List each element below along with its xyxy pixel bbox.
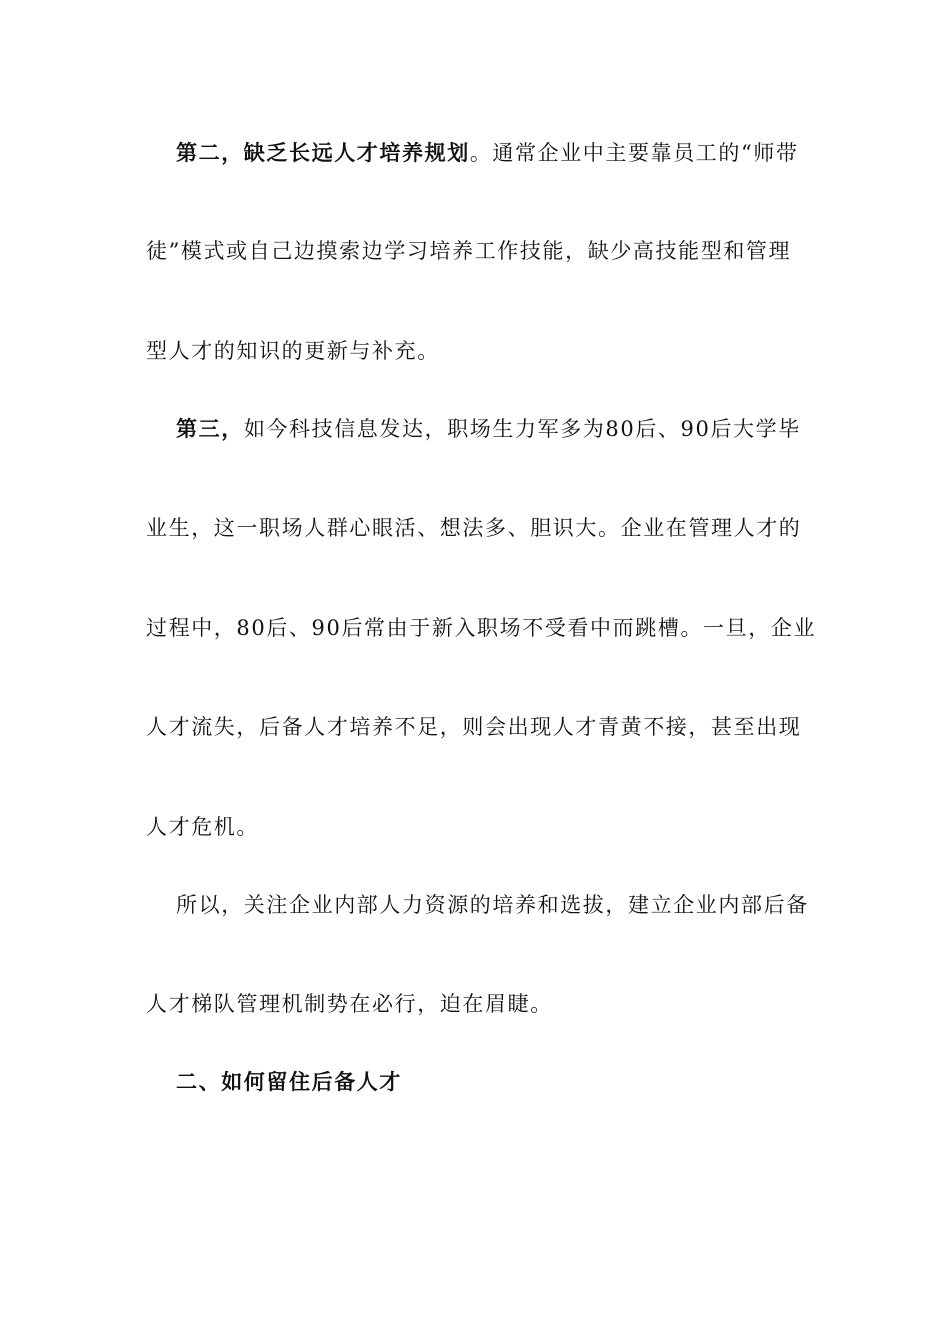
paragraph-2-line-2: 徒”模式或自己边摸索边学习培养工作技能，缺少高技能型和管理 <box>146 239 792 263</box>
paragraph-3-lead: 第三， <box>176 417 244 441</box>
paragraph-3-line-4: 人才流失，后备人才培养不足，则会出现人才青黄不接，甚至出现 <box>146 715 802 739</box>
paragraph-4-line-2: 人才梯队管理机制势在必行，迫在眉睫。 <box>146 992 553 1016</box>
paragraph-3-line-3: 过程中，80后、90后常由于新入职场不受看中而跳槽。一旦，企业 <box>146 616 817 640</box>
paragraph-3-line-1-text: 如今科技信息发达，职场生力军多为80后、90后大学毕 <box>243 417 801 441</box>
paragraph-4-line-1: 所以，关注企业内部人力资源的培养和选拔，建立企业内部后备 <box>176 893 809 917</box>
section-heading: 二、如何留住后备人才 <box>176 1070 402 1094</box>
paragraph-2-lead: 第二，缺乏长远人才培养规划 <box>176 141 470 165</box>
paragraph-2-line-1 <box>176 138 806 168</box>
paragraph-3-line-2: 业生，这一职场人群心眼活、想法多、胆识大。企业在管理人才的 <box>146 516 802 540</box>
paragraph-3-line-1 <box>176 414 806 444</box>
paragraph-3-line-5: 人才危机。 <box>146 815 259 839</box>
paragraph-2-line-1-text: 。通常企业中主要靠员工的“师带 <box>469 141 799 165</box>
paragraph-2-line-3: 型人才的知识的更新与补充。 <box>146 339 440 363</box>
